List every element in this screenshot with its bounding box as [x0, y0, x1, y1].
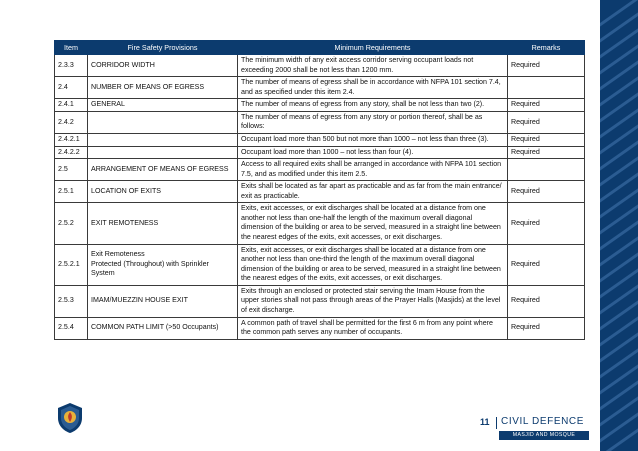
cell-provision: GENERAL — [88, 99, 238, 112]
fire-safety-table — [54, 40, 585, 340]
cell-requirement: Access to all required exits shall be arranged in accordance with NFPA 101 section 7.5, and as modified under this item 2.5. — [238, 159, 508, 181]
band-stripe — [600, 188, 638, 219]
cell-requirement: The minimum width of any exit access corridor serving occupant loads not exceeding 2000 shall be not less than 1200 mm. — [238, 55, 508, 77]
cell-remarks: Required — [508, 244, 585, 285]
cell-requirement: A common path of travel shall be permitted for the first 6 m from any point where the common path serves any number of occupants. — [238, 317, 508, 339]
page-number: 11 — [480, 417, 490, 427]
cell-requirement: Occupant load more than 1000 – not less than four (4). — [238, 146, 508, 159]
cell-provision: LOCATION OF EXITS — [88, 181, 238, 203]
header-item: Item — [55, 41, 88, 55]
cell-provision: Exit Remoteness Protected (Throughout) with Sprinkler System — [88, 244, 238, 285]
cell-item: 2.4.2 — [55, 111, 88, 133]
band-stripe — [600, 220, 638, 251]
cell-remarks: Required — [508, 133, 585, 146]
cell-item: 2.3.3 — [55, 55, 88, 77]
band-stripe — [600, 268, 638, 299]
cell-item: 2.5.2 — [55, 203, 88, 244]
cell-provision: EXIT REMOTENESS — [88, 203, 238, 244]
civil-defence-emblem-icon — [56, 402, 84, 434]
table-row — [55, 285, 585, 317]
cell-item: 2.4.2.1 — [55, 133, 88, 146]
band-stripe — [600, 28, 638, 59]
cell-item: 2.5.3 — [55, 285, 88, 317]
band-stripe — [600, 252, 638, 283]
header-provision: Fire Safety Provisions — [88, 41, 238, 55]
cell-requirement: Exits, exit accesses, or exit discharges shall be located at a distance from one another not less than one-third the length of the maximum overall diagonal dimension of the building or area to be served, measured in a straight line between the nearest edges of the exits, exit accesses, or exit discharges. — [238, 244, 508, 285]
cell-remarks: Required — [508, 203, 585, 244]
table-body — [55, 55, 585, 340]
band-stripe — [600, 172, 638, 203]
table-row — [55, 111, 585, 133]
band-stripe — [600, 76, 638, 107]
band-stripe — [600, 140, 638, 171]
cell-remarks: Required — [508, 285, 585, 317]
band-stripe — [600, 44, 638, 75]
cell-requirement: The number of means of egress from any story or portion thereof, shall be as follows: — [238, 111, 508, 133]
cell-remarks: Required — [508, 146, 585, 159]
cell-provision — [88, 133, 238, 146]
cell-item: 2.4 — [55, 77, 88, 99]
cell-remarks — [508, 159, 585, 181]
band-stripe — [600, 284, 638, 315]
band-stripe — [600, 60, 638, 91]
cell-requirement: The number of means of egress from any story, shall be not less than two (2). — [238, 99, 508, 112]
band-stripe — [600, 108, 638, 139]
table-row — [55, 244, 585, 285]
document-subtitle: MASJID AND MOSQUE — [499, 431, 589, 440]
cell-remarks — [508, 77, 585, 99]
band-stripe — [600, 124, 638, 155]
cell-item: 2.5 — [55, 159, 88, 181]
header-requirement: Minimum Requirements — [238, 41, 508, 55]
org-name: CIVIL DEFENCE — [501, 416, 585, 427]
cell-requirement: Occupant load more than 500 but not more than 1000 – not less than three (3). — [238, 133, 508, 146]
cell-provision: NUMBER OF MEANS OF EGRESS — [88, 77, 238, 99]
cell-requirement: The number of means of egress shall be in accordance with NFPA 101 section 7.4, and as specified under this item 2.4. — [238, 77, 508, 99]
band-stripe — [600, 316, 638, 347]
right-decorative-band — [600, 0, 638, 451]
band-stripe — [600, 412, 638, 443]
table-row — [55, 203, 585, 244]
fire-safety-table-container — [54, 40, 584, 340]
band-stripe — [600, 428, 638, 451]
cell-item: 2.5.2.1 — [55, 244, 88, 285]
table-row — [55, 99, 585, 112]
header-remarks: Remarks — [508, 41, 585, 55]
table-row — [55, 317, 585, 339]
band-stripe — [600, 204, 638, 235]
cell-provision: ARRANGEMENT OF MEANS OF EGRESS — [88, 159, 238, 181]
band-stripe — [600, 300, 638, 331]
band-stripe — [600, 12, 638, 43]
band-stripe — [600, 92, 638, 123]
cell-item: 2.5.4 — [55, 317, 88, 339]
band-stripe — [600, 348, 638, 379]
cell-requirement: Exits shall be located as far apart as practicable and as far from the main entrance/ exit as practicable. — [238, 181, 508, 203]
table-row — [55, 146, 585, 159]
cell-remarks: Required — [508, 317, 585, 339]
cell-provision: CORRIDOR WIDTH — [88, 55, 238, 77]
cell-item: 2.4.2.2 — [55, 146, 88, 159]
cell-item: 2.4.1 — [55, 99, 88, 112]
cell-provision: IMAM/MUEZZIN HOUSE EXIT — [88, 285, 238, 317]
band-stripe — [600, 364, 638, 395]
band-stripe — [600, 380, 638, 411]
table-row — [55, 181, 585, 203]
band-stripe — [600, 236, 638, 267]
cell-requirement: Exits through an enclosed or protected stair serving the Imam House from the upper stories shall not pass through areas of the Prayer Halls (Masjids) at the level of exit discharge. — [238, 285, 508, 317]
band-stripe — [600, 0, 638, 27]
table-row — [55, 77, 585, 99]
cell-remarks: Required — [508, 55, 585, 77]
cell-provision — [88, 146, 238, 159]
table-row — [55, 55, 585, 77]
band-stripe — [600, 332, 638, 363]
cell-requirement: Exits, exit accesses, or exit discharges shall be located at a distance from one another not less than one-half the length of the maximum overall diagonal dimension of the building or area to be served, measured in a straight line between the nearest edges of the exits, exit accesses, or exit discharges. — [238, 203, 508, 244]
cell-provision — [88, 111, 238, 133]
cell-provision: COMMON PATH LIMIT (>50 Occupants) — [88, 317, 238, 339]
table-row — [55, 159, 585, 181]
band-stripe — [600, 156, 638, 187]
page-footer — [460, 417, 600, 441]
table-header-row — [55, 41, 585, 55]
cell-remarks: Required — [508, 111, 585, 133]
cell-remarks: Required — [508, 181, 585, 203]
band-stripe — [600, 396, 638, 427]
table-row — [55, 133, 585, 146]
cell-item: 2.5.1 — [55, 181, 88, 203]
footer-separator — [496, 417, 497, 429]
cell-remarks: Required — [508, 99, 585, 112]
